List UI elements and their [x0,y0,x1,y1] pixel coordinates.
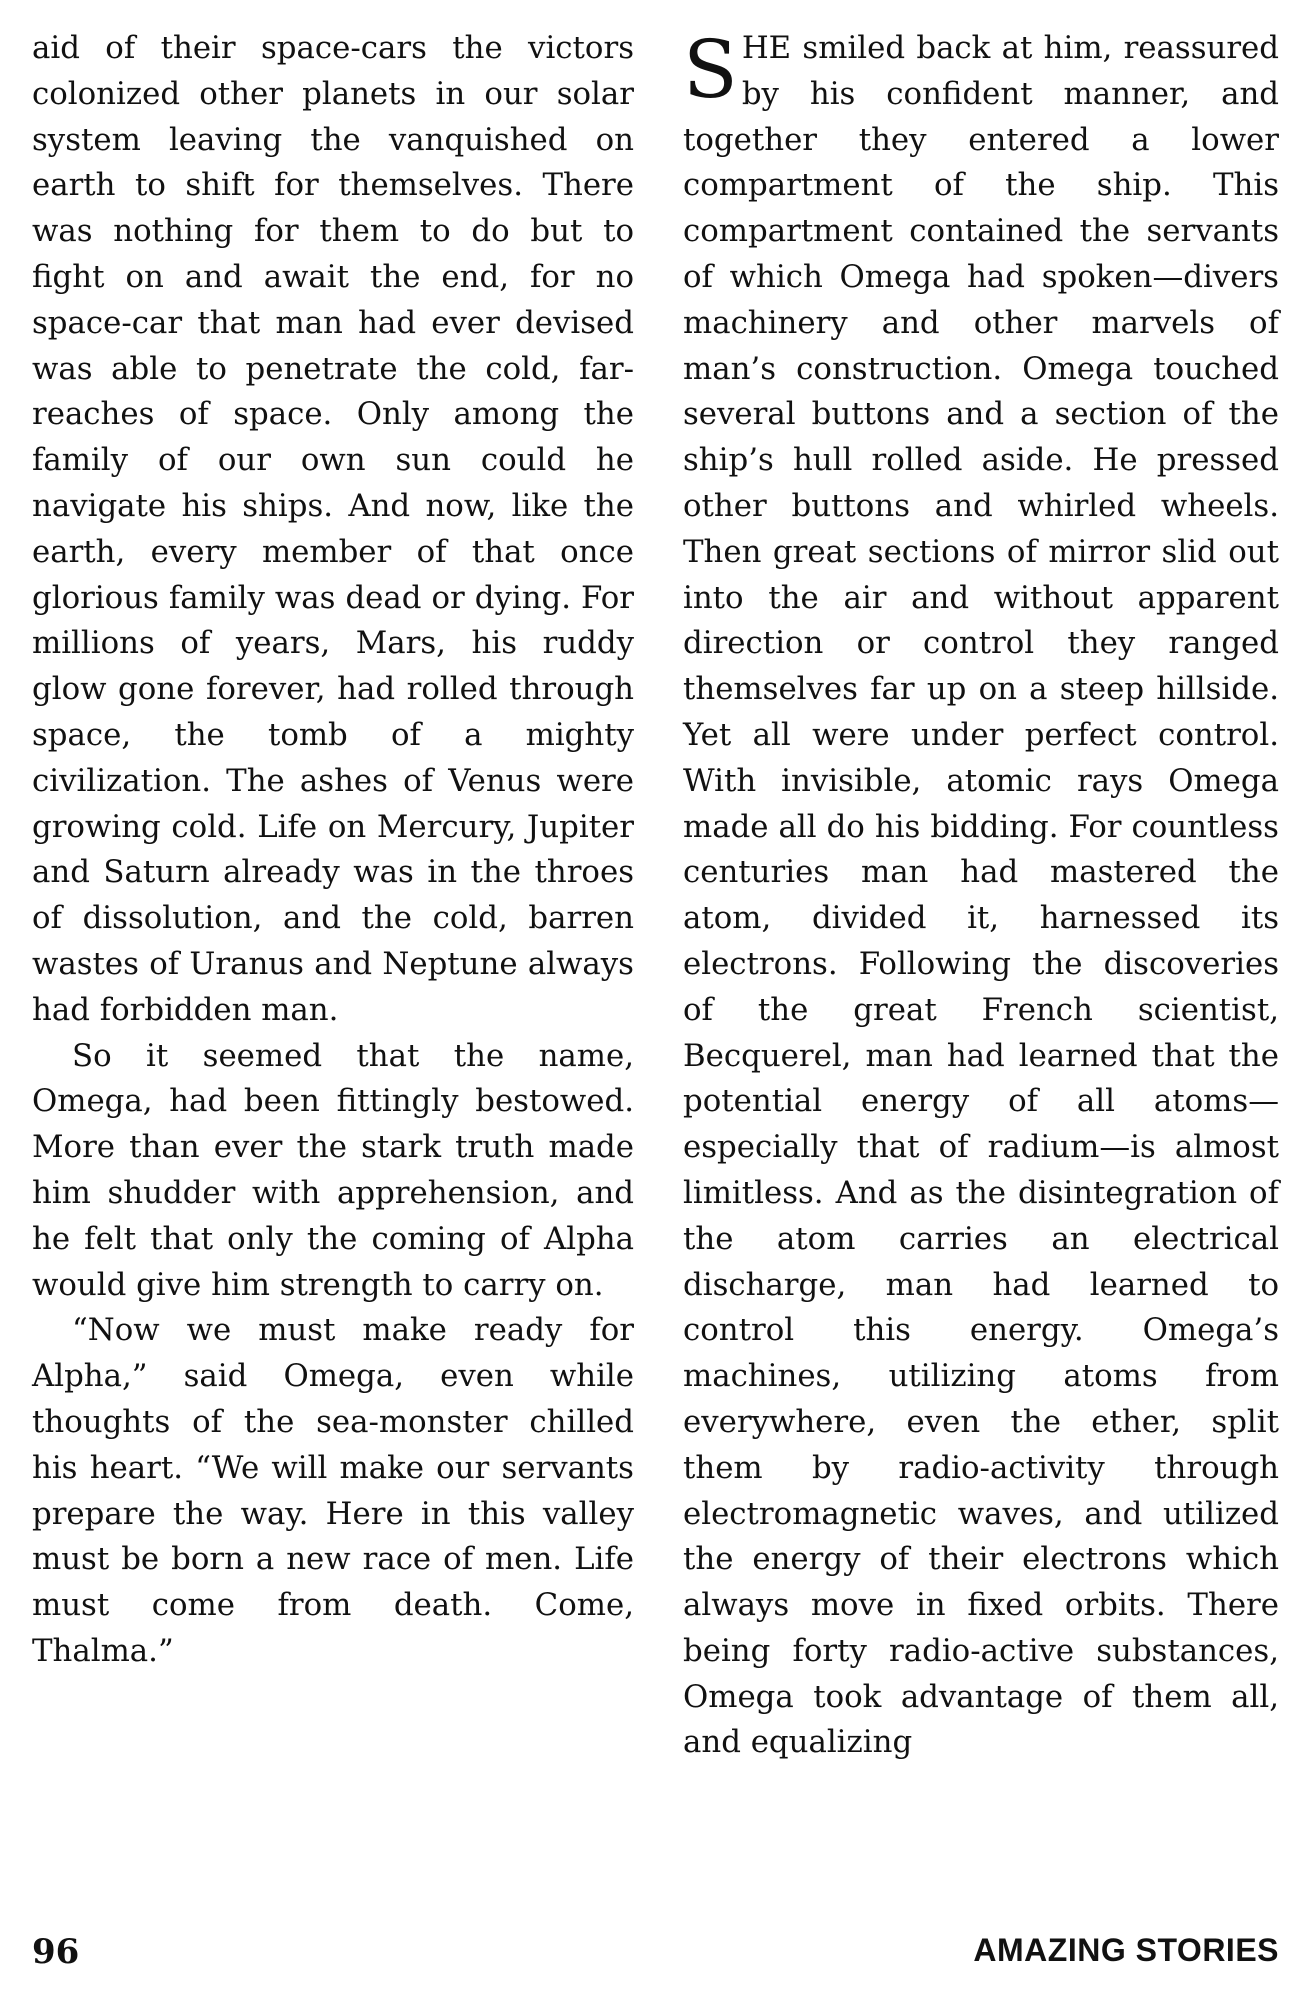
paragraph: aid of their space-cars the victors colonized other planets in our solar system leaving the vanquished on earth to shift for themselves. There was nothing for them to do but to fight on and await the end, for no space-car that man had ever devised was able to penetrate the cold, far-reaches of space. Only among the family of our own sun could he navigate his ships. And now, like the earth, every member of that once glorious family was dead or dying. For millions of years, Mars, his ruddy glow gone forever, had rolled through space, the tomb of a mighty civilization. The ashes of Venus were growing cold. Life on Mercury, Jupiter and Saturn already was in the throes of dissolution, and the cold, barren wastes of Uranus and Neptune always had forbidden man. [32,30,634,1028]
magazine-title: AMAZING STORIES [973,1932,1279,1968]
opening-paragraph [683,23,1279,1766]
paragraph: So it seemed that the name, Omega, had been fittingly bestowed. More than ever the stark truth made him shudder with apprehension, and he felt that only the coming of Alpha would give him strength to carry on. [32,1037,634,1303]
page-number: 96 [32,1932,80,1972]
lead-in: HE [741,30,792,66]
left-column [32,26,634,1675]
paragraph: “Now we must make ready for Alpha,” said Omega, even while thoughts of the sea-monster chilled his heart. “We will make our servants prepare the way. Here in this valley must be born a new race of men. Life must come from death. Come, Thalma.” [32,1312,634,1669]
paragraph-text: smiled back at him, reassured by his confident manner, and together they entered a lower compartment of the ship. This compartment contained the servants of which Omega had spoken—divers machinery and other marvels of man’s construction. Omega touched several buttons and a section of the ship’s hull rolled aside. He pressed other buttons and whirled wheels. Then great sections of mirror slid out into the air and without apparent direction or control they ranged themselves far up on a steep hillside. Yet all were under perfect control. With invisible, atomic rays Omega made all do his bidding. For countless centuries man had mastered the atom, divided it, harnessed its electrons. Following the discoveries of the great French scientist, Becquerel, man had learned that the potential energy of all atoms—especially that of radium—is almost limitless. And as the disintegration of the atom carries an electrical discharge, man had learned to control this energy. Omega’s machines, utilizing atoms from everywhere, even the ether, split them by radio-activity through electromagnetic waves, and utilized the energy of their electrons which always move in fixed orbits. There being forty radio-active substances, Omega took advantage of them all, and equalizing [683,30,1279,1761]
right-column [683,23,1279,1766]
drop-cap: S [683,23,738,116]
